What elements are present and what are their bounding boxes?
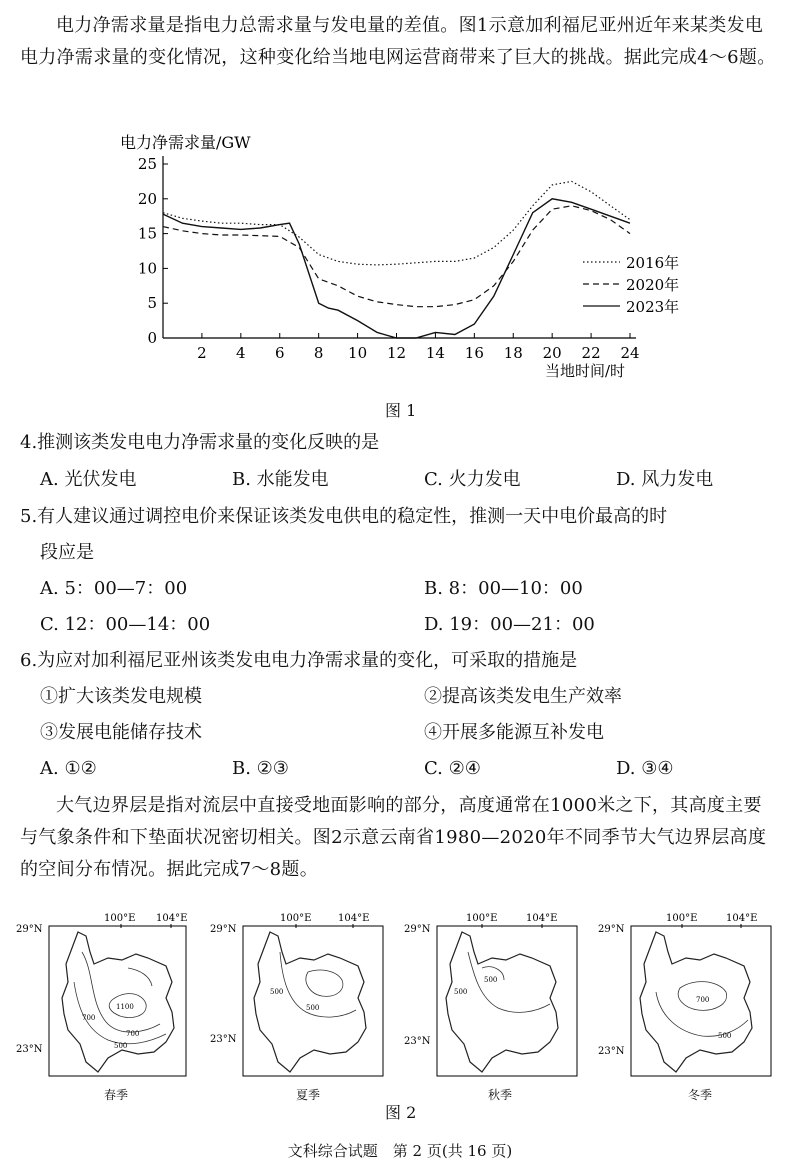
lon-label-104: 104°E [526, 913, 558, 924]
q4-option-c: C. 火力发电 [424, 469, 521, 490]
q4-option-a: A. 光伏发电 [40, 469, 137, 490]
x-tick-label: 8 [313, 344, 324, 362]
lat-label-23: 23°N [16, 1044, 43, 1055]
y-tick-label: 25 [137, 155, 157, 173]
lon-label-104: 104°E [726, 913, 758, 924]
legend-label: 2020年 [626, 276, 680, 294]
y-tick-label: 10 [137, 259, 157, 278]
summer-contour-2: 500 [270, 988, 284, 996]
lat-label-29: 29°N [598, 924, 625, 935]
q4-option-b: B. 水能发电 [232, 469, 329, 490]
q6-statement-3: ③发展电能储存技术 [40, 722, 202, 743]
q6-option-b: B. ②③ [232, 758, 289, 779]
spring-contour-1: 700 [82, 1014, 96, 1022]
x-tick-label: 12 [386, 344, 407, 362]
map-autumn [404, 912, 584, 1106]
x-tick-label: 20 [542, 344, 562, 362]
x-tick-label: 24 [620, 344, 640, 362]
spring-contour-3: 700 [126, 1030, 140, 1038]
net-demand-chart [0, 120, 800, 520]
x-axis-title: 当地时间/时 [545, 362, 626, 380]
x-tick-label: 18 [503, 344, 523, 362]
summer-contour-1: 500 [306, 1004, 320, 1012]
lon-label-100: 100°E [104, 913, 136, 924]
winter-contour-1: 700 [696, 996, 710, 1004]
intro-paragraph-1: 电力净需求量是指电力总需求量与发电量的差值。图1示意加利福尼亚州近年来某类发电电力净需求量的变化情况，这种变化给当地电网运营商带来了巨大的挑战。据此完成4～6题。 [20, 15, 776, 68]
spring-label: 春季 [104, 1088, 129, 1102]
x-tick-label: 4 [236, 344, 246, 362]
summer-label: 夏季 [296, 1088, 321, 1102]
series-line-2016年 [163, 181, 630, 265]
lon-label-100: 100°E [280, 913, 312, 924]
lon-label-104: 104°E [156, 913, 188, 924]
y-tick-label: 20 [137, 189, 157, 208]
figure-1-caption: 图 1 [385, 401, 417, 420]
y-tick-label: 15 [137, 224, 157, 243]
lat-label-23: 23°N [210, 1034, 237, 1045]
q5-option-c: C. 12：00—14：00 [40, 614, 211, 635]
spring-contour-4: 500 [114, 1042, 128, 1050]
lat-label-23: 23°N [404, 1036, 431, 1047]
lon-label-104: 104°E [338, 913, 370, 924]
lon-label-100: 100°E [466, 913, 498, 924]
q6-statement-2: ②提高该类发电生产效率 [424, 686, 622, 707]
q6-option-c: C. ②④ [424, 758, 481, 779]
q6-statement-1: ①扩大该类发电规模 [40, 686, 202, 707]
question-4-stem: 4.推测该类发电电力净需求量的变化反映的是 [20, 432, 380, 453]
spring-contour-2: 1100 [116, 1003, 134, 1011]
lon-label-100: 100°E [666, 913, 698, 924]
map-spring [16, 912, 196, 1106]
x-tick-label: 16 [464, 344, 484, 362]
x-tick-label: 10 [348, 344, 368, 362]
lat-label-23: 23°N [598, 1046, 625, 1057]
question-5-stem-line2: 段应是 [40, 542, 94, 563]
autumn-label: 秋季 [488, 1088, 513, 1102]
x-tick-label: 14 [425, 344, 445, 362]
q5-option-b: B. 8：00—10：00 [424, 578, 583, 599]
q4-option-d: D. 风力发电 [616, 469, 714, 490]
intro-paragraph-2: 大气边界层是指对流层中直接受地面影响的部分，高度通常在1000米之下，其高度主要与气象条件和下垫面状况密切相关。图2示意云南省1980—2020年不同季节大气边界层高度的空间分布情况。据此完成7～8题。 [20, 795, 767, 880]
q5-option-a: A. 5：00—7：00 [40, 578, 188, 599]
winter-label: 冬季 [688, 1088, 713, 1102]
q5-option-d: D. 19：00—21：00 [424, 614, 595, 635]
question-6-stem: 6.为应对加利福尼亚州该类发电电力净需求量的变化，可采取的措施是 [20, 650, 578, 671]
q6-option-d: D. ③④ [616, 758, 674, 779]
y-tick-label: 0 [147, 329, 157, 347]
question-5-stem-line1: 5.有人建议通过调控电价来保证该类发电供电的稳定性，推测一天中电价最高的时 [20, 506, 668, 527]
x-tick-label: 2 [197, 344, 207, 362]
map-summer [210, 912, 390, 1106]
legend-label: 2016年 [626, 254, 680, 272]
x-tick-label: 6 [274, 344, 285, 362]
lat-label-29: 29°N [210, 924, 237, 935]
y-tick-label: 5 [147, 294, 157, 313]
map-winter [598, 912, 780, 1106]
x-tick-label: 22 [581, 344, 601, 362]
legend-label: 2023年 [626, 298, 680, 316]
autumn-contour-1: 500 [484, 976, 498, 984]
autumn-contour-2: 500 [454, 988, 468, 996]
q6-statement-4: ④开展多能源互补发电 [424, 722, 604, 743]
series-line-2020年 [163, 206, 630, 307]
series-line-2023年 [163, 199, 630, 338]
q6-option-a: A. ①② [40, 758, 97, 779]
lat-label-29: 29°N [404, 924, 431, 935]
lat-label-29: 29°N [16, 924, 43, 935]
page-footer: 文科综合试题 第 2 页(共 16 页) [287, 1142, 513, 1160]
winter-contour-2: 500 [718, 1032, 732, 1040]
y-axis-title: 电力净需求量/GW [120, 133, 251, 152]
figure-2-caption: 图 2 [385, 1103, 417, 1122]
